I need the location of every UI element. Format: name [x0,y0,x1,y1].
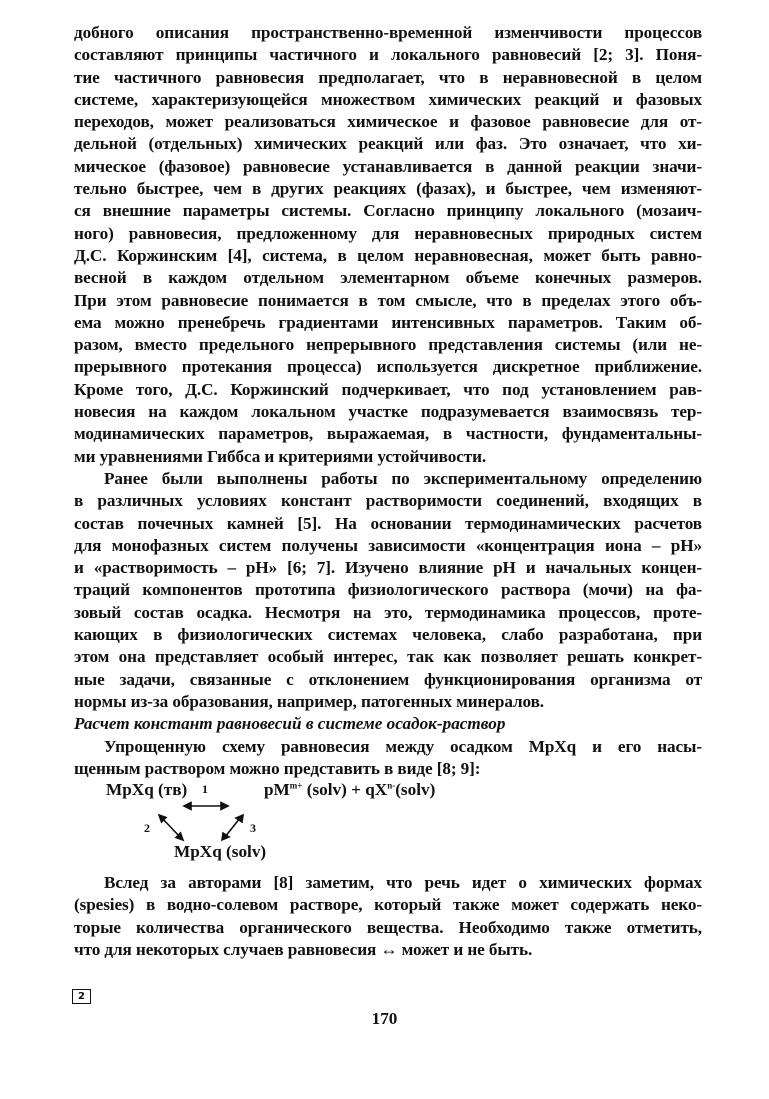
arrow-head [221,803,228,810]
text-line: мическое (фазовое) равновесие устанавливается в данной реакции значи- [74,156,702,176]
text-line: тельно быстрее, чем в других реакциях (фазах), и быстрее, чем изменяют- [74,179,702,199]
text-line: прерывного протекания процесса) используется дискретное приближение. [74,357,702,377]
text-line: ема можно пренебречь градиентами интенсивных параметров. Таким об- [74,312,702,332]
products-in-solution: $pM^{m+}$ (solv) + $qX^{n-}(solv)$ [264,780,436,800]
text-line: переходов, может реализоваться химическое и фазовое равновесие для от- [74,112,702,132]
text-line: торые количества органического вещества. Необходимо также отметить, [74,917,702,937]
text-line: для монофазных систем получены зависимости «концентрация иона – pH» [74,535,702,555]
equilibrium-label-2: 2 [144,821,150,836]
equilibrium-label-1: 1 [202,782,208,797]
paragraph-4 [74,872,702,961]
text-line: траций компонентов прототипа физиологического раствора (мочи) на фа- [74,580,702,600]
text-line: добного описания пространственно-временной изменчивости процессов [74,23,702,42]
text-line: тие частичного равновесия предполагает, что в неравновесной в целом [74,67,702,87]
text-line: и «растворимость – pH» [6; 7]. Изучено влияние pH и начальных концен- [74,558,702,578]
text-line: этом она представляет особый интерес, так как позволяет решать конкрет- [74,647,702,667]
equilibrium-label-3: 3 [250,821,256,836]
text-line: (spesies) в водно-солевом растворе, который также может содержать неко- [74,895,702,915]
page-number: 170 [371,1009,398,1028]
text-line: щенным раствором можно представить в виде [8; 9]: [74,758,481,778]
text-line: При этом равновесие понимается в том смысле, что в пределах этого объ- [74,290,702,310]
section-heading: Расчет констант равновесий в системе осадок-раствор [74,714,506,734]
text-line: составляют принципы частичного и локального равновесий [2; 3]. Поня- [74,45,702,65]
reactant-solid: MpXq (тв) [106,780,188,800]
text-line: ми уравнениями Гиббса и критериями устойчивости. [74,446,487,466]
text-line: Кроме того, Д.С. Коржинский подчеркивает, что под установлением рав- [74,379,702,399]
paragraph-1 [74,22,702,468]
text-line: ного) равновесия, предложенному для неравновесных природных систем [74,223,702,243]
text-line: Вслед за авторами [8] заметим, что речь идет о химических формах [104,873,702,893]
text-line: что для некоторых случаев равновесия ↔ может и не быть. [74,939,533,959]
arrow-head [184,803,191,810]
equilibrium-scheme [74,780,702,872]
text-line: зовый состав осадка. Несмотря на это, термодинамика процессов, проте- [74,602,702,622]
dissolved-species: MpXq (solv) [174,842,267,862]
text-line: разом, вместо предельного непрерывного представления системы (или не- [74,335,702,355]
text-line: ные задачи, связанные с отклонением функционирования организма от [74,669,702,689]
text-line: в различных условиях констант растворимости соединений, входящих в [74,491,702,511]
text-line: кающих в физиологических системах человека, слабо разработана, при [74,625,702,645]
text-line: Упрощенную схему равновесия между осадком MpXq и его насы- [104,736,702,756]
paragraph-2 [74,468,702,713]
text-line: новесия на каждом локальном участке подразумевается взаимосвязь тер- [74,402,702,422]
box-marker: 2 [72,989,91,1004]
text-line: состав почечных камней [5]. На основании термодинамических расчетов [74,513,702,533]
text-line: Ранее были выполнены работы по экспериментальному определению [104,468,702,488]
text-line: системе, характеризующейся множеством химических реакций и фазовых [74,89,702,109]
text-line: Д.С. Коржинским [4], система, в целом неравновесная, может быть равно- [74,245,702,265]
page-body [74,22,702,961]
text-line: весной в каждом отдельном элементарном объеме конечных размеров. [74,268,702,288]
text-line: дельной (отдельных) химических реакций или фаз. Это означает, что хи- [74,134,702,154]
paragraph-3 [74,736,702,781]
text-line: модинамических параметров, выражаемая, в частности, фундаментальны- [74,424,702,444]
text-line: нормы из-за образования, например, патогенных минералов. [74,691,544,711]
text-line: ся внешние параметры системы. Согласно принципу локального (мозаич- [74,201,702,221]
